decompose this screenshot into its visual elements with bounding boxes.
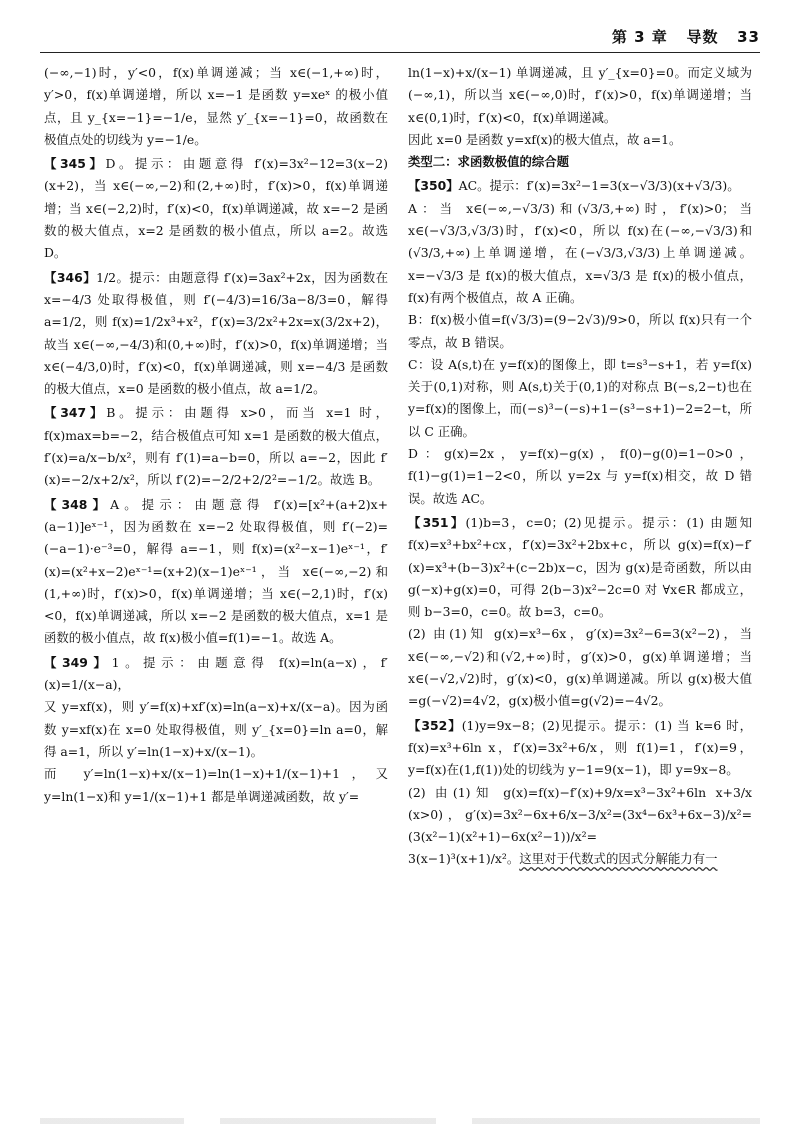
answer-item	[44, 494, 388, 650]
item-text: 3(x−1)³(x+1)/x²。	[408, 851, 520, 867]
paragraph	[44, 696, 388, 763]
answer-item	[408, 512, 752, 623]
item-text: (2) 由(1)知 g(x)=x³−6x，g′(x)=3x²−6=3(x²−2)，当 x∈(−∞,−√2)和(√2,+∞)时，g′(x)>0，g(x)单调递增；当 x∈(−√2,√2)时，g′(x)<0，g(x)单调递减。所以 g(x)极大值=g(−√2)=4√2，g(x)极小值=g(√2)=−4√2。	[408, 626, 752, 709]
item-number: 【348】	[44, 496, 111, 512]
item-text: B：f(x)极小值=f(√3/3)=(9−2√3)/9>0，所以 f(x)只有一个零点，故 B 错误。	[408, 312, 752, 350]
item-text: 类型二：求函数极值的综合题	[408, 154, 570, 170]
answer-item	[44, 153, 388, 264]
item-number: 【351】	[408, 514, 466, 530]
item-text: 1。提示：由题意得 f(x)=ln(a−x)，f′(x)=1/(x−a)，	[44, 654, 388, 693]
emphasized-note: 这里对于代数式的因式分解能力有一	[519, 851, 718, 867]
answer-item	[44, 402, 388, 491]
item-number: 【347】	[44, 405, 107, 421]
item-text: (1)b=3，c=0；(2)见提示。提示：(1) 由题知 f(x)=x³+bx²+cx，f′(x)=3x²+2bx+c，所以 g(x)=f(x)−f′(x)=x³+(b−3)x²+(c−2b)x−c，因为 g(x)是奇函数，所以由 g(−x)+g(x)=0，可得 2(b−3)x²−2c=0 对 ∀x∈R 都成立，则 b−3=0，c=0。故 b=3，c=0。	[408, 514, 752, 620]
paragraph	[408, 129, 752, 151]
item-text: 而 y′=ln(1−x)+x/(x−1)=ln(1−x)+1/(x−1)+1，又 y=ln(1−x)和 y=1/(x−1)+1 都是单调递减函数，故 y′=	[44, 766, 388, 804]
chapter-label: 第 3 章	[611, 28, 668, 46]
paragraph	[408, 848, 752, 870]
item-number: 【345】	[44, 156, 106, 172]
item-text: 因此 x=0 是函数 y=xf(x)的极大值点，故 a=1。	[408, 131, 682, 147]
answer-item	[44, 652, 388, 697]
item-text: D：g(x)=2x，y=f(x)−g(x)，f(0)−g(0)=1−0>0，f(1)−g(1)=1−2<0，所以 y=2x 与 y=f(x)相交，故 D 错误。故选 AC。	[408, 446, 752, 506]
paragraph	[408, 198, 752, 309]
answer-item	[408, 715, 752, 782]
item-text: (−∞,−1)时，y′<0，f(x)单调递减；当 x∈(−1,+∞)时，y′>0，f(x)单调递增，所以 x=−1 是函数 y=xeˣ 的极小值点，且 y_{x=−1}=−1/e，显然 y′_{x=−1}=0，故函数在极值点处的切线为 y=−1/e。	[44, 65, 388, 147]
item-text: 又 y=xf(x)，则 y′=f(x)+xf′(x)=ln(a−x)+x/(x−a)。因为函数 y=xf(x)在 x=0 处取得极值，则 y′_{x=0}=ln a=0，解得 a=1，所以 y′=ln(1−x)+x/(x−1)。	[44, 699, 388, 759]
paragraph	[408, 354, 752, 443]
answer-item	[44, 267, 388, 401]
item-text: (2) 由(1)知 g(x)=f(x)−f′(x)+9/x=x³−3x²+6ln x+3/x (x>0)，g′(x)=3x²−6x+6/x−3/x²=(3x⁴−6x³+6x−3)/x²=(3(x²−1)(x²+1)−6x(x²−1))/x²=	[408, 784, 752, 845]
header-text	[612, 26, 760, 47]
item-number: 【349】	[44, 654, 112, 670]
item-number: 【346】	[44, 269, 97, 285]
answer-item	[408, 175, 752, 197]
item-text: A。提示：由题意得 f′(x)=[x²+(a+2)x+(a−1)]eˣ⁻¹，因为函数在 x=−2 处取得极值，则 f′(−2)=(−a−1)·e⁻³=0，解得 a=−1，则 f(x)=(x²−x−1)eˣ⁻¹，f′(x)=(x²+x−2)eˣ⁻¹=(x+2)(x−1)eˣ⁻¹，当 x∈(−∞,−2)和(1,+∞)时，f′(x)>0，f(x)单调递增；当 x∈(−2,1)时，f′(x)<0，f(x)单调递减，所以 x=−2 是函数的极大值点，x=1 是函数的极小值点，故 f(x)极小值=f(1)=−1。故选 A。	[44, 496, 388, 646]
right-column	[408, 62, 752, 871]
item-text: A：当 x∈(−∞,−√3/3)和(√3/3,+∞)时，f′(x)>0；当 x∈(−√3/3,√3/3)时，f′(x)<0，所以 f(x)在(−∞,−√3/3)和(√3/3,+∞)上单调递增，在(−√3/3,√3/3)上单调递减。x=−√3/3 是 f(x)的极大值点，x=√3/3 是 f(x)的极小值点，f(x)有两个极值点，故 A 正确。	[408, 200, 752, 305]
paragraph	[44, 763, 388, 808]
item-text: (1)y=9x−8；(2)见提示。提示：(1) 当 k=6 时，f(x)=x³+6ln x，f′(x)=3x²+6/x，则 f(1)=1，f′(x)=9，y=f(x)在(1,f(1))处的切线为 y−1=9(x−1)，即 y=9x−8。	[408, 717, 752, 778]
section-heading	[408, 151, 752, 173]
paragraph	[408, 782, 752, 849]
left-column	[44, 62, 388, 808]
item-text: AC。提示：f′(x)=3x²−1=3(x−√3/3)(x+√3/3)。	[458, 178, 740, 194]
paragraph	[44, 62, 388, 151]
item-number: 【350】	[408, 178, 459, 194]
paragraph	[408, 309, 752, 354]
page-bottom-edge	[40, 1118, 760, 1124]
item-text: B。提示：由题得 x>0，而当 x=1 时，f(x)max=b=−2，结合极值点可知 x=1 是函数的极大值点，f′(x)=a/x−b/x²，则有 f′(1)=a−b=0，所以 a=−2，因此 f′(x)=−2/x+2/x²，所以 f′(2)=−2/2+2/2²=−1/2。故选 B。	[44, 405, 388, 488]
item-number: 【352】	[408, 717, 462, 733]
chapter-title: 导数	[686, 28, 719, 46]
paragraph	[408, 62, 752, 129]
page-number: 33	[737, 28, 760, 46]
paragraph	[408, 443, 752, 510]
item-text: D。提示：由题意得 f′(x)=3x²−12=3(x−2)(x+2)，当 x∈(−∞,−2)和(2,+∞)时，f′(x)>0，f(x)单调递增；当 x∈(−2,2)时，f′(x)<0，f(x)单调递减，故 x=−2 是函数的极大值点，x=2 是函数的极小值点，所以 a=2。故选 D。	[44, 156, 388, 261]
item-text: C：设 A(s,t)在 y=f(x)的图像上，即 t=s³−s+1，若 y=f(x)关于(0,1)对称，则 A(s,t)关于(0,1)的对称点 B(−s,2−t)也在 y=f(x)的图像上，而(−s)³−(−s)+1−(s³−s+1)−2=2−t，所以 C 正确。	[408, 356, 752, 439]
item-text: 1/2。提示：由题意得 f′(x)=3ax²+2x，因为函数在 x=−4/3 处取得极值，则 f′(−4/3)=16/3a−8/3=0，解得 a=1/2，则 f(x)=1/2x³+x²，f′(x)=3/2x²+2x=x(3/2x+2)，故当 x∈(−∞,−4/3)和(0,+∞)时，f′(x)>0，f(x)单调递增；当 x∈(−4/3,0)时，f′(x)<0，f(x)单调递减，则 x=−4/3 是函数的极大值点，x=0 是函数的极小值点，故 a=1/2。	[44, 269, 389, 397]
paragraph	[408, 623, 752, 712]
page-header	[40, 22, 760, 53]
item-text: ln(1−x)+x/(x−1) 单调递减，且 y′_{x=0}=0。而定义域为(−∞,1)，所以当 x∈(−∞,0)时，f′(x)>0，f(x)单调递增；当 x∈(0,1)时，f′(x)<0，f(x)单调递减。	[408, 65, 752, 125]
